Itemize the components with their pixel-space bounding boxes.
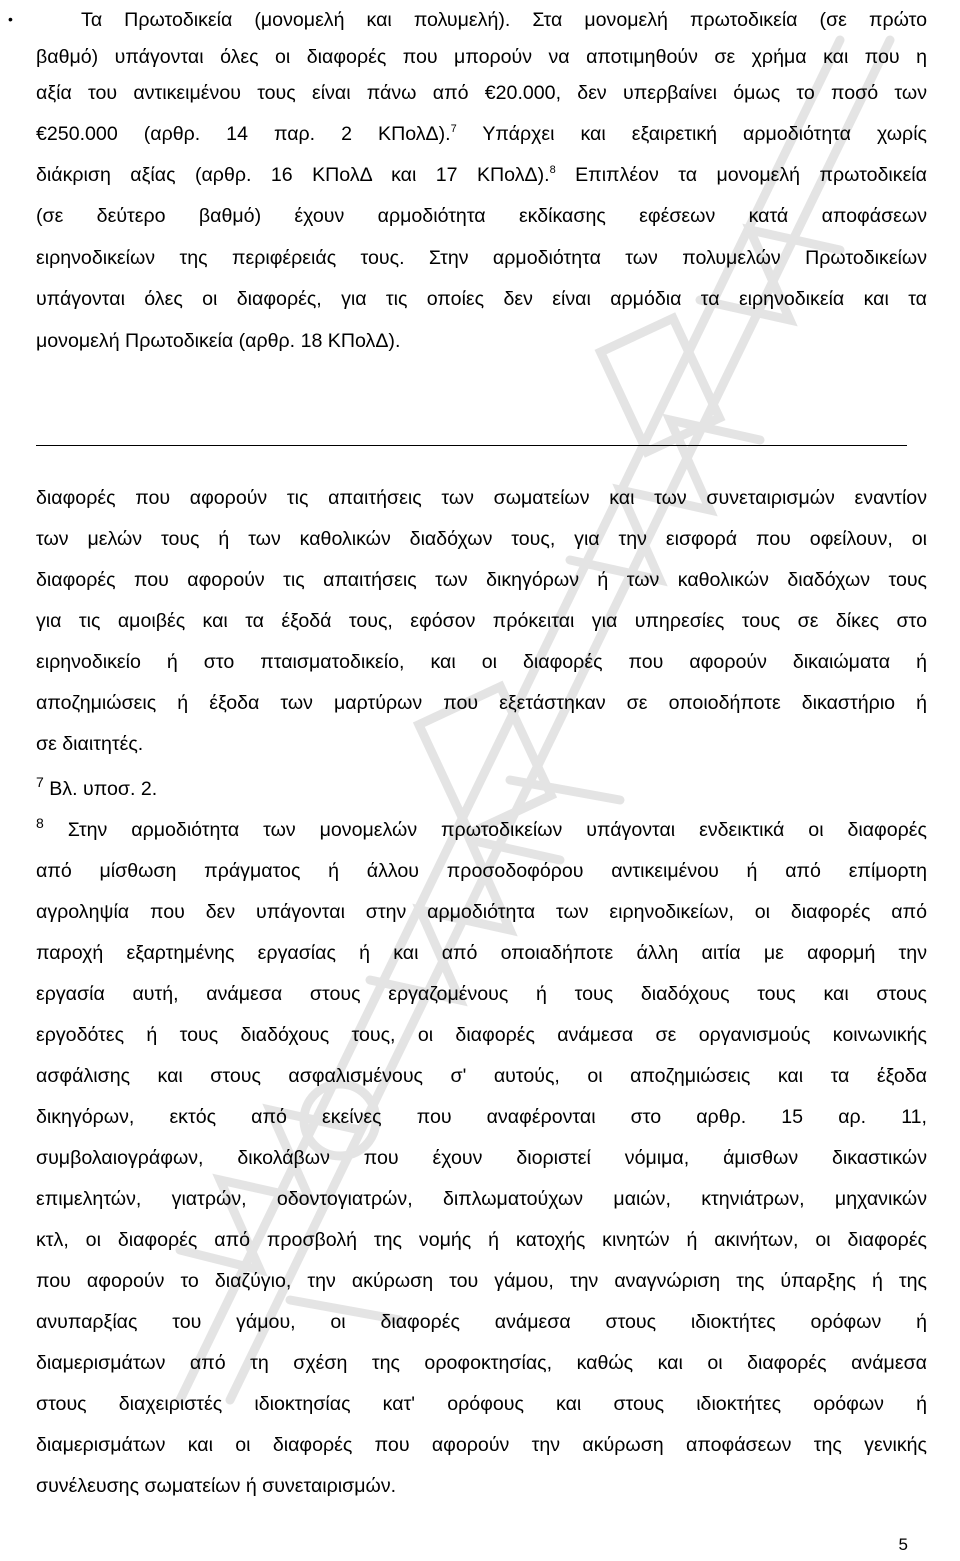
footnote-ref-8[interactable]: 8 bbox=[549, 164, 556, 176]
footnote-line: που αφορούν το διαζύγιο, την ακύρωση του γάμου, την αναγνώριση της ύπαρξης ή της bbox=[36, 1270, 927, 1292]
bullet-icon: • bbox=[8, 11, 13, 27]
footnote-line: για τις αμοιβές και τα έξοδά τους, εφόσον πρόκειται για υπηρεσίες τους σε δίκες στο bbox=[36, 610, 927, 632]
footnote-line: σε διαιτητές. bbox=[36, 733, 144, 755]
para-line: βαθμό) υπάγονται όλες οι διαφορές που μπορούν να αποτιμηθούν σε χρήμα και που η bbox=[36, 46, 927, 68]
footnote-line: στους διαχειριστές ιδιοκτησίας κατ' ορόφους και στους ιδιοκτήτες ορόφων ή bbox=[36, 1393, 927, 1415]
footnote-line: επιμελητών, γιατρών, οδοντογιατρών, διπλωματούχων μαιών, κτηνιάτρων, μηχανικών bbox=[36, 1188, 927, 1210]
footnote-line: από μίσθωση πράγματος ή άλλου προσοδοφόρου αντικειμένου ή από επίμορτη bbox=[36, 860, 927, 882]
footnote-line: ασφάλισης και στους ασφαλισμένους σ' αυτούς, οι αποζημιώσεις και τα έξοδα bbox=[36, 1065, 927, 1087]
footnote-line: $^8$ Στην αρμοδιότητα των μονομελών πρωτοδικείων υπάγονται ενδεικτικά οι διαφορές bbox=[36, 815, 927, 841]
page-number: 5 bbox=[898, 1535, 908, 1554]
para-line: (σε δεύτερο βαθμό) έχουν αρμοδιότητα εκδίκασης εφέσεων κατά αποφάσεων bbox=[36, 205, 927, 227]
footnote-line: αγροληψία που δεν υπάγονται στην αρμοδιότητα των ειρηνοδικείων, οι διαφορές από bbox=[36, 901, 927, 923]
footnote-mark-8: 8 bbox=[36, 815, 44, 831]
para-line: ειρηνοδικείων της περιφέρειάς τους. Στην αρμοδιότητα των πολυμελών Πρωτοδικείων bbox=[36, 247, 927, 269]
footnote-line: συνέλευσης σωματείων ή συνεταιρισμών. bbox=[36, 1475, 397, 1497]
footnote-line: συμβολαιογράφων, δικολάβων που έχουν διοριστεί νόμιμα, άμισθων δικαστικών bbox=[36, 1147, 927, 1169]
footnote-line: ανυπαρξίας του γάμου, οι διαφορές ανάμεσα στους ιδιοκτήτες ορόφων ή bbox=[36, 1311, 927, 1333]
footnote-line: παροχή εξαρτημένης εργασίας ή και από οποιαδήποτε άλλη αιτία με αφορμή την bbox=[36, 942, 927, 964]
footnote-line: εργασία αυτή, ανάμεσα στους εργαζομένους ή τους διαδόχους τους και στους bbox=[36, 983, 927, 1005]
footnote-line: διαμερισμάτων από τη σχέση της οροφοκτησίας, καθώς και οι διαφορές ανάμεσα bbox=[36, 1352, 927, 1374]
footnote-line: δικηγόρων, εκτός από εκείνες που αναφέρονται στο αρθρ. 15 αρ. 11, bbox=[36, 1106, 927, 1128]
para-line: €250.000 (αρθρ. 14 παρ. 2 ΚΠολΔ).$^7$ Υπάρχει και εξαιρετική αρμοδιότητα χωρίς bbox=[36, 123, 927, 145]
footnote-mark-7: 7 bbox=[36, 774, 44, 790]
footnote-separator bbox=[36, 445, 907, 446]
footnote-line: των μελών τους ή των καθολικών διαδόχων τους, για την εισφορά που οφείλουν, οι bbox=[36, 528, 927, 550]
para-line: υπάγονται όλες οι διαφορές, για τις οποίες δεν είναι αρμόδια τα ειρηνοδικεία και τα bbox=[36, 288, 927, 310]
para-line: διάκριση αξίας (αρθρ. 16 ΚΠολΔ και 17 ΚΠολΔ).$^8$ Επιπλέον τα μονομελή πρωτοδικεία bbox=[36, 164, 927, 186]
footnote-line: εργοδότες ή τους διαδόχους τους, οι διαφορές ανάμεσα σε οργανισμούς κοινωνικής bbox=[36, 1024, 927, 1046]
para-line: αξία του αντικειμένου τους είναι πάνω από €20.000, δεν υπερβαίνει όμως το ποσό των bbox=[36, 82, 927, 104]
footnote-line: διαφορές που αφορούν τις απαιτήσεις των δικηγόρων ή των καθολικών διαδόχων τους bbox=[36, 569, 927, 591]
footnote-line: $^7$ Βλ. υποσ. 2. bbox=[36, 774, 158, 800]
footnote-ref-7[interactable]: 7 bbox=[450, 123, 457, 135]
footnote-line: κτλ, οι διαφορές από προσβολή της νομής ή κατοχής κινητών ή ακινήτων, οι διαφορές bbox=[36, 1229, 927, 1251]
footnote-line: διαμερισμάτων και οι διαφορές που αφορούν την ακύρωση αποφάσεων της γενικής bbox=[36, 1434, 927, 1456]
para-line: Τα Πρωτοδικεία (μονομελή και πολυμελή). Στα μονομελή πρωτοδικεία (σε πρώτο bbox=[81, 9, 927, 31]
footnote-line: αποζημιώσεις ή έξοδα των μαρτύρων που εξετάστηκαν σε οποιοδήποτε δικαστήριο ή bbox=[36, 692, 927, 714]
footnote-line: ειρηνοδικείο ή στο πταισματοδικείο, και οι διαφορές που αφορούν δικαιώματα ή bbox=[36, 651, 927, 673]
para-line: μονομελή Πρωτοδικεία (αρθρ. 18 ΚΠολΔ). bbox=[36, 330, 401, 352]
footnote-line: διαφορές που αφορούν τις απαιτήσεις των σωματείων και των συνεταιρισμών εναντίον bbox=[36, 487, 927, 509]
